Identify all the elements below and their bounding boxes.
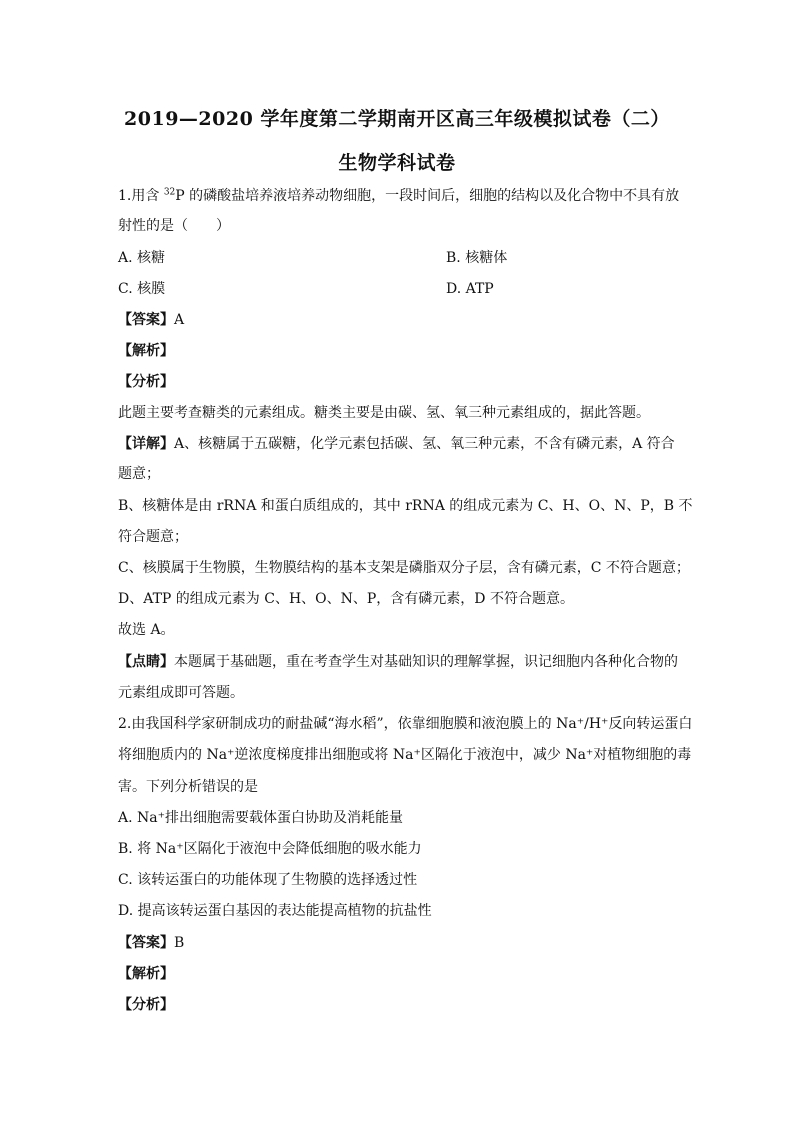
q1-option-c: C. 核膜: [118, 281, 166, 297]
q2-stem-line1: 2.由我国科学家研制成功的耐盐碱“海水稻”，依靠细胞膜和液泡膜上的 Na⁺/H⁺反向转运蛋白: [118, 716, 693, 732]
q1-detail-1b: 题意；: [118, 466, 160, 482]
exam-subtitle: 生物学科试卷: [338, 152, 456, 174]
q1-detail-3: C、核膜属于生物膜，生物膜结构的基本支架是磷脂双分子层，含有磷元素，C 不符合题意；: [118, 560, 690, 576]
q1-detail-2b: 符合题意；: [118, 529, 188, 545]
exam-title: 2019—2020 学年度第二学期南开区高三年级模拟试卷（二）: [124, 108, 670, 130]
q1-option-b: B. 核糖体: [446, 250, 508, 266]
q2-option-a: A. Na⁺排出细胞需要载体蛋白协助及消耗能量: [118, 810, 403, 826]
q1-stem-line1: 1.用含 $^{32}$P 的磷酸盐培养液培养动物细胞，一段时间后，细胞的结构以及化合物中不具有放: [118, 187, 680, 204]
q2-answer: 【答案】B: [118, 935, 185, 951]
q1-fenxi-text: 此题主要考查糖类的元素组成。糖类主要是由碳、氢、氧三种元素组成的，据此答题。: [118, 405, 650, 421]
q1-detail-4: D、ATP 的组成元素为 C、H、O、N、P，含有磷元素，D 不符合题意。: [118, 591, 574, 607]
q2-stem-line2: 将细胞质内的 Na⁺逆浓度梯度排出细胞或将 Na⁺区隔化于液泡中，减少 Na⁺对植物细胞的毒: [118, 747, 692, 763]
q1-stem-line2: 射性的是（ ）: [118, 218, 230, 234]
q1-dianjing-b: 元素组成即可答题。: [118, 685, 244, 701]
q1-detail-1a: 【详解】A、核糖属于五碳糖，化学元素包括碳、氢、氧三种元素，不含有磷元素，A 符合: [118, 436, 675, 452]
q1-dianjing-a: 【点睛】本题属于基础题，重在考查学生对基础知识的理解掌握，识记细胞内各种化合物的: [118, 654, 678, 670]
q2-analysis-tag: 【解析】: [118, 966, 174, 982]
q1-option-d: D. ATP: [446, 281, 494, 297]
q1-option-a: A. 核糖: [118, 250, 166, 266]
q2-fenxi-tag: 【分析】: [118, 997, 174, 1013]
q2-option-b: B. 将 Na⁺区隔化于液泡中会降低细胞的吸水能力: [118, 841, 422, 857]
q1-analysis-tag: 【解析】: [118, 343, 174, 359]
q1-detail-2a: B、核糖体是由 rRNA 和蛋白质组成的，其中 rRNA 的组成元素为 C、H、O、N、P，B 不: [118, 498, 693, 514]
q1-answer: 【答案】A: [118, 312, 185, 328]
q2-stem-line3: 害。下列分析错误的是: [118, 779, 258, 795]
q2-option-c: C. 该转运蛋白的功能体现了生物膜的选择透过性: [118, 872, 418, 888]
q1-choose: 故选 A。: [118, 622, 175, 638]
q2-option-d: D. 提高该转运蛋白基因的表达能提高植物的抗盐性: [118, 903, 432, 919]
q1-fenxi-tag: 【分析】: [118, 374, 174, 390]
